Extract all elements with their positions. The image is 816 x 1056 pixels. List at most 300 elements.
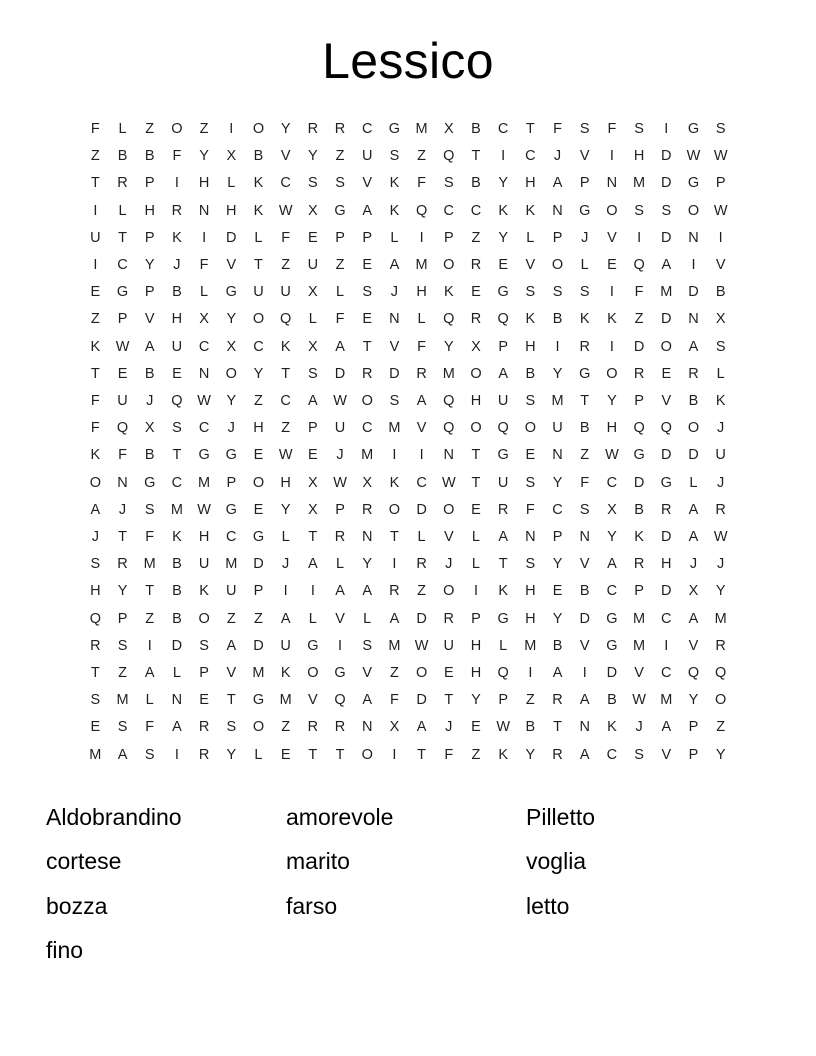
letter-cell[interactable]: V bbox=[416, 420, 427, 437]
letter-cell[interactable]: X bbox=[308, 202, 318, 219]
letter-cell[interactable]: W bbox=[278, 447, 293, 464]
letter-cell[interactable]: I bbox=[93, 202, 98, 219]
letter-cell[interactable]: P bbox=[144, 229, 155, 246]
letter-cell[interactable]: O bbox=[606, 202, 618, 219]
letter-cell[interactable]: X bbox=[308, 284, 318, 301]
letter-cell[interactable]: J bbox=[282, 556, 290, 573]
letter-cell[interactable]: L bbox=[390, 229, 399, 246]
letter-cell[interactable]: H bbox=[144, 202, 155, 219]
letter-cell[interactable]: R bbox=[552, 746, 563, 763]
letter-cell[interactable]: K bbox=[498, 202, 508, 219]
letter-cell[interactable]: A bbox=[144, 665, 155, 682]
letter-cell[interactable]: O bbox=[361, 393, 373, 410]
letter-cell[interactable]: P bbox=[498, 338, 508, 355]
letter-cell[interactable]: Z bbox=[417, 148, 427, 165]
letter-cell[interactable]: H bbox=[198, 175, 210, 192]
letter-cell[interactable]: S bbox=[634, 746, 644, 763]
letter-cell[interactable]: H bbox=[226, 202, 237, 219]
letter-cell[interactable]: F bbox=[417, 338, 427, 355]
letter-cell[interactable]: D bbox=[661, 447, 672, 464]
letter-cell[interactable]: M bbox=[660, 284, 673, 301]
letter-cell[interactable]: D bbox=[688, 447, 699, 464]
letter-cell[interactable]: D bbox=[633, 338, 645, 355]
letter-cell[interactable]: H bbox=[525, 338, 536, 355]
letter-cell[interactable]: N bbox=[361, 529, 373, 546]
letter-cell[interactable]: T bbox=[444, 692, 454, 709]
letter-cell[interactable]: A bbox=[389, 257, 400, 274]
letter-cell[interactable]: V bbox=[389, 338, 400, 355]
letter-cell[interactable]: W bbox=[333, 393, 347, 410]
letter-cell[interactable]: R bbox=[579, 338, 590, 355]
letter-cell[interactable]: G bbox=[497, 447, 509, 464]
letter-cell[interactable]: Y bbox=[443, 338, 454, 355]
letter-cell[interactable]: T bbox=[90, 665, 100, 682]
letter-cell[interactable]: S bbox=[525, 556, 536, 573]
letter-cell[interactable]: N bbox=[198, 365, 210, 382]
letter-cell[interactable]: S bbox=[362, 637, 373, 654]
letter-cell[interactable]: L bbox=[335, 284, 345, 301]
letter-cell[interactable]: M bbox=[252, 665, 265, 682]
letter-cell[interactable]: S bbox=[172, 420, 182, 437]
letter-cell[interactable]: T bbox=[362, 338, 372, 355]
letter-cell[interactable]: C bbox=[525, 148, 536, 165]
letter-cell[interactable]: N bbox=[552, 447, 563, 464]
letter-cell[interactable]: X bbox=[199, 311, 209, 328]
letter-cell[interactable]: B bbox=[144, 365, 155, 382]
letter-cell[interactable]: L bbox=[254, 746, 263, 763]
letter-cell[interactable]: B bbox=[579, 420, 590, 437]
letter-cell[interactable]: H bbox=[280, 474, 291, 491]
letter-cell[interactable]: L bbox=[471, 556, 480, 573]
letter-cell[interactable]: Z bbox=[281, 719, 291, 736]
letter-cell[interactable]: C bbox=[661, 610, 672, 627]
letter-cell[interactable]: P bbox=[498, 692, 508, 709]
letter-cell[interactable]: S bbox=[634, 202, 644, 219]
letter-cell[interactable]: Q bbox=[660, 420, 672, 437]
letter-cell[interactable]: M bbox=[551, 393, 564, 410]
letter-cell[interactable]: Z bbox=[281, 257, 291, 274]
letter-cell[interactable]: N bbox=[361, 719, 373, 736]
letter-cell[interactable]: X bbox=[443, 121, 454, 137]
letter-cell[interactable]: Z bbox=[580, 447, 590, 464]
letter-cell[interactable]: I bbox=[174, 175, 179, 192]
letter-cell[interactable]: C bbox=[606, 746, 618, 763]
letter-cell[interactable]: W bbox=[632, 692, 646, 709]
letter-cell[interactable]: R bbox=[307, 719, 319, 736]
letter-cell[interactable]: X bbox=[389, 719, 400, 736]
letter-cell[interactable]: E bbox=[117, 365, 128, 382]
letter-cell[interactable]: D bbox=[633, 474, 645, 491]
letter-cell[interactable]: O bbox=[660, 338, 672, 355]
letter-cell[interactable]: G bbox=[307, 637, 319, 654]
letter-cell[interactable]: R bbox=[633, 556, 645, 573]
letter-cell[interactable]: N bbox=[117, 474, 128, 491]
word-list-item[interactable]: marito bbox=[286, 848, 350, 875]
letter-cell[interactable]: V bbox=[226, 665, 237, 682]
letter-cell[interactable]: S bbox=[362, 284, 373, 301]
letter-cell[interactable]: H bbox=[661, 556, 672, 573]
letter-cell[interactable]: Y bbox=[226, 393, 237, 410]
letter-cell[interactable]: J bbox=[717, 556, 725, 573]
letter-cell[interactable]: C bbox=[280, 393, 291, 410]
letter-cell[interactable]: G bbox=[334, 665, 346, 682]
letter-cell[interactable]: G bbox=[144, 474, 156, 491]
letter-cell[interactable]: O bbox=[470, 365, 482, 382]
letter-cell[interactable]: N bbox=[606, 175, 618, 192]
letter-cell[interactable]: E bbox=[172, 365, 182, 382]
letter-cell[interactable]: S bbox=[144, 746, 155, 763]
letter-cell[interactable]: S bbox=[90, 556, 101, 573]
letter-cell[interactable]: O bbox=[551, 257, 564, 274]
letter-cell[interactable]: G bbox=[606, 637, 618, 654]
letter-cell[interactable]: L bbox=[200, 284, 209, 301]
letter-cell[interactable]: F bbox=[580, 474, 590, 491]
letter-cell[interactable]: Z bbox=[254, 610, 263, 627]
letter-cell[interactable]: G bbox=[334, 202, 346, 219]
letter-cell[interactable]: J bbox=[146, 393, 154, 410]
letter-cell[interactable]: O bbox=[415, 665, 428, 682]
letter-cell[interactable]: S bbox=[525, 284, 536, 301]
letter-cell[interactable]: Q bbox=[443, 148, 455, 165]
letter-cell[interactable]: A bbox=[226, 637, 237, 654]
letter-cell[interactable]: D bbox=[389, 365, 400, 382]
letter-cell[interactable]: G bbox=[252, 692, 265, 709]
letter-cell[interactable]: G bbox=[633, 447, 645, 464]
letter-cell[interactable]: T bbox=[281, 365, 291, 382]
letter-cell[interactable]: W bbox=[115, 338, 130, 355]
letter-cell[interactable]: L bbox=[145, 692, 154, 709]
letter-cell[interactable]: X bbox=[144, 420, 155, 437]
letter-cell[interactable]: R bbox=[334, 121, 346, 137]
letter-cell[interactable]: G bbox=[116, 284, 129, 301]
letter-cell[interactable]: Z bbox=[90, 148, 100, 165]
letter-cell[interactable]: H bbox=[253, 420, 264, 437]
letter-cell[interactable]: B bbox=[172, 610, 182, 627]
letter-cell[interactable]: Y bbox=[498, 229, 508, 246]
letter-cell[interactable]: G bbox=[606, 610, 618, 627]
letter-cell[interactable]: F bbox=[417, 175, 427, 192]
letter-cell[interactable]: E bbox=[471, 719, 481, 736]
letter-cell[interactable]: M bbox=[388, 420, 401, 437]
letter-cell[interactable]: T bbox=[90, 365, 100, 382]
letter-cell[interactable]: S bbox=[226, 719, 237, 736]
letter-cell[interactable]: G bbox=[225, 501, 237, 518]
letter-cell[interactable]: A bbox=[362, 202, 373, 219]
letter-cell[interactable]: R bbox=[334, 529, 346, 546]
letter-cell[interactable]: T bbox=[471, 474, 481, 491]
letter-cell[interactable]: Y bbox=[308, 148, 318, 165]
letter-cell[interactable]: O bbox=[252, 719, 265, 736]
letter-cell[interactable]: A bbox=[416, 719, 427, 736]
letter-cell[interactable]: H bbox=[90, 583, 101, 600]
letter-cell[interactable]: D bbox=[416, 501, 427, 518]
letter-cell[interactable]: Z bbox=[281, 420, 291, 437]
letter-cell[interactable]: R bbox=[552, 692, 563, 709]
letter-cell[interactable]: R bbox=[361, 365, 373, 382]
letter-cell[interactable]: Y bbox=[552, 610, 563, 627]
letter-cell[interactable]: I bbox=[93, 257, 98, 274]
letter-cell[interactable]: E bbox=[90, 284, 101, 301]
letter-cell[interactable]: N bbox=[552, 202, 563, 219]
letter-cell[interactable]: F bbox=[90, 393, 100, 410]
letter-cell[interactable]: J bbox=[581, 229, 589, 246]
letter-cell[interactable]: R bbox=[688, 365, 699, 382]
letter-cell[interactable]: V bbox=[661, 746, 672, 763]
letter-cell[interactable]: F bbox=[90, 121, 100, 137]
letter-cell[interactable]: E bbox=[471, 501, 481, 518]
letter-cell[interactable]: B bbox=[579, 583, 590, 600]
letter-cell[interactable]: I bbox=[637, 229, 642, 246]
letter-cell[interactable]: Q bbox=[280, 311, 292, 328]
letter-cell[interactable]: F bbox=[90, 420, 100, 437]
letter-cell[interactable]: M bbox=[143, 556, 156, 573]
letter-cell[interactable]: Q bbox=[443, 393, 455, 410]
letter-cell[interactable]: I bbox=[501, 148, 506, 165]
letter-cell[interactable]: P bbox=[362, 229, 373, 246]
letter-cell[interactable]: I bbox=[528, 665, 533, 682]
word-list-item[interactable]: Pilletto bbox=[526, 803, 596, 830]
letter-cell[interactable]: E bbox=[362, 311, 373, 328]
letter-cell[interactable]: Z bbox=[471, 229, 481, 246]
letter-cell[interactable]: Y bbox=[498, 175, 508, 192]
letter-cell[interactable]: D bbox=[253, 556, 264, 573]
letter-cell[interactable]: Y bbox=[552, 474, 563, 491]
letter-cell[interactable]: Y bbox=[144, 257, 155, 274]
letter-cell[interactable]: S bbox=[579, 284, 590, 301]
letter-cell[interactable]: D bbox=[416, 692, 427, 709]
letter-cell[interactable]: L bbox=[118, 121, 127, 137]
letter-cell[interactable]: H bbox=[470, 665, 482, 682]
letter-cell[interactable]: Z bbox=[716, 719, 726, 736]
letter-cell[interactable]: J bbox=[689, 556, 698, 573]
letter-cell[interactable]: L bbox=[471, 529, 480, 546]
letter-cell[interactable]: H bbox=[525, 583, 536, 600]
letter-cell[interactable]: A bbox=[335, 338, 345, 355]
letter-cell[interactable]: B bbox=[552, 637, 563, 654]
letter-cell[interactable]: S bbox=[308, 365, 318, 382]
letter-cell[interactable]: T bbox=[389, 529, 399, 546]
letter-cell[interactable]: H bbox=[416, 284, 427, 301]
letter-cell[interactable]: F bbox=[172, 148, 182, 165]
letter-cell[interactable]: O bbox=[606, 365, 618, 382]
letter-cell[interactable]: K bbox=[634, 529, 644, 546]
letter-cell[interactable]: P bbox=[688, 719, 699, 736]
letter-cell[interactable]: E bbox=[443, 665, 454, 682]
letter-cell[interactable]: L bbox=[689, 474, 698, 491]
letter-cell[interactable]: H bbox=[470, 637, 482, 654]
letter-cell[interactable]: B bbox=[144, 148, 155, 165]
letter-cell[interactable]: V bbox=[144, 311, 155, 328]
letter-cell[interactable]: N bbox=[579, 719, 590, 736]
letter-cell[interactable]: E bbox=[607, 257, 617, 274]
letter-cell[interactable]: M bbox=[714, 610, 727, 627]
letter-cell[interactable]: F bbox=[444, 746, 454, 763]
letter-cell[interactable]: J bbox=[445, 556, 453, 573]
letter-cell[interactable]: V bbox=[688, 637, 699, 654]
letter-cell[interactable]: R bbox=[715, 501, 726, 518]
letter-cell[interactable]: I bbox=[419, 447, 424, 464]
letter-cell[interactable]: F bbox=[525, 501, 535, 518]
letter-cell[interactable]: T bbox=[335, 746, 345, 763]
letter-cell[interactable]: Q bbox=[497, 665, 509, 682]
letter-cell[interactable]: Z bbox=[199, 121, 209, 137]
letter-cell[interactable]: Z bbox=[417, 583, 427, 600]
letter-cell[interactable]: Z bbox=[335, 257, 345, 274]
letter-cell[interactable]: R bbox=[198, 746, 210, 763]
letter-cell[interactable]: W bbox=[713, 148, 728, 165]
word-list-item[interactable]: farso bbox=[286, 892, 338, 919]
letter-cell[interactable]: F bbox=[281, 229, 291, 246]
letter-cell[interactable]: I bbox=[310, 583, 315, 600]
letter-cell[interactable]: G bbox=[225, 284, 237, 301]
letter-cell[interactable]: D bbox=[606, 665, 618, 682]
letter-cell[interactable]: Y bbox=[715, 583, 726, 600]
letter-cell[interactable]: S bbox=[715, 338, 726, 355]
letter-cell[interactable]: R bbox=[470, 257, 482, 274]
letter-cell[interactable]: H bbox=[171, 311, 183, 328]
letter-cell[interactable]: V bbox=[362, 665, 373, 682]
letter-cell[interactable]: O bbox=[171, 121, 183, 137]
letter-cell[interactable]: Q bbox=[334, 692, 346, 709]
letter-cell[interactable]: V bbox=[607, 229, 617, 246]
letter-cell[interactable]: P bbox=[335, 501, 345, 518]
letter-cell[interactable]: A bbox=[688, 610, 699, 627]
letter-cell[interactable]: J bbox=[717, 420, 725, 437]
letter-cell[interactable]: A bbox=[389, 610, 400, 627]
letter-cell[interactable]: H bbox=[198, 529, 210, 546]
letter-cell[interactable]: Q bbox=[687, 665, 700, 682]
letter-cell[interactable]: S bbox=[117, 637, 128, 654]
letter-cell[interactable]: X bbox=[471, 338, 481, 355]
letter-cell[interactable]: K bbox=[90, 338, 101, 355]
letter-cell[interactable]: A bbox=[335, 583, 345, 600]
letter-cell[interactable]: B bbox=[715, 284, 726, 301]
letter-cell[interactable]: T bbox=[498, 556, 508, 573]
letter-cell[interactable]: N bbox=[389, 311, 400, 328]
letter-cell[interactable]: C bbox=[606, 474, 618, 491]
letter-cell[interactable]: I bbox=[664, 121, 669, 137]
letter-cell[interactable]: M bbox=[89, 746, 102, 763]
letter-cell[interactable]: Z bbox=[471, 746, 481, 763]
letter-cell[interactable]: P bbox=[579, 175, 590, 192]
letter-cell[interactable]: A bbox=[280, 610, 291, 627]
letter-cell[interactable]: B bbox=[253, 148, 264, 165]
letter-cell[interactable]: R bbox=[416, 365, 427, 382]
letter-cell[interactable]: R bbox=[117, 556, 128, 573]
letter-cell[interactable]: Z bbox=[145, 610, 155, 627]
letter-cell[interactable]: C bbox=[497, 121, 509, 137]
letter-cell[interactable]: S bbox=[634, 121, 644, 137]
letter-cell[interactable]: V bbox=[308, 692, 318, 709]
letter-cell[interactable]: D bbox=[661, 175, 672, 192]
letter-cell[interactable]: X bbox=[226, 148, 237, 165]
letter-cell[interactable]: F bbox=[335, 311, 345, 328]
letter-cell[interactable]: J bbox=[635, 719, 643, 736]
letter-cell[interactable]: R bbox=[334, 719, 346, 736]
letter-cell[interactable]: A bbox=[90, 501, 101, 518]
letter-cell[interactable]: C bbox=[416, 474, 427, 491]
letter-cell[interactable]: G bbox=[388, 121, 401, 137]
letter-cell[interactable]: W bbox=[278, 202, 293, 219]
letter-cell[interactable]: I bbox=[174, 746, 179, 763]
letter-grid[interactable] bbox=[82, 116, 735, 769]
letter-cell[interactable]: L bbox=[281, 529, 290, 546]
letter-cell[interactable]: U bbox=[497, 474, 509, 491]
letter-cell[interactable]: R bbox=[443, 610, 455, 627]
letter-cell[interactable]: I bbox=[147, 637, 152, 654]
letter-cell[interactable]: Q bbox=[497, 420, 509, 437]
letter-cell[interactable]: F bbox=[389, 692, 399, 709]
letter-cell[interactable]: X bbox=[308, 338, 318, 355]
letter-cell[interactable]: K bbox=[525, 311, 536, 328]
letter-cell[interactable]: L bbox=[308, 610, 317, 627]
letter-cell[interactable]: P bbox=[226, 474, 237, 491]
letter-cell[interactable]: Z bbox=[335, 148, 345, 165]
letter-cell[interactable]: V bbox=[226, 257, 237, 274]
letter-cell[interactable]: Y bbox=[607, 393, 617, 410]
letter-cell[interactable]: O bbox=[524, 420, 536, 437]
letter-cell[interactable]: G bbox=[198, 447, 210, 464]
letter-cell[interactable]: K bbox=[579, 311, 590, 328]
letter-cell[interactable]: D bbox=[688, 284, 699, 301]
letter-cell[interactable]: T bbox=[417, 746, 427, 763]
letter-cell[interactable]: S bbox=[552, 284, 563, 301]
letter-cell[interactable]: D bbox=[661, 229, 672, 246]
letter-cell[interactable]: Y bbox=[607, 529, 617, 546]
letter-cell[interactable]: Z bbox=[254, 393, 263, 410]
letter-cell[interactable]: M bbox=[442, 365, 455, 382]
letter-cell[interactable]: B bbox=[525, 719, 536, 736]
letter-cell[interactable]: L bbox=[172, 665, 181, 682]
letter-cell[interactable]: R bbox=[389, 583, 400, 600]
letter-cell[interactable]: R bbox=[633, 365, 645, 382]
letter-cell[interactable]: L bbox=[227, 175, 236, 192]
letter-cell[interactable]: C bbox=[117, 257, 128, 274]
letter-cell[interactable]: O bbox=[443, 501, 455, 518]
letter-cell[interactable]: V bbox=[362, 175, 373, 192]
letter-cell[interactable]: S bbox=[661, 202, 672, 219]
letter-cell[interactable]: G bbox=[497, 610, 509, 627]
letter-cell[interactable]: M bbox=[279, 692, 292, 709]
letter-cell[interactable]: E bbox=[308, 229, 318, 246]
letter-cell[interactable]: E bbox=[280, 746, 291, 763]
letter-cell[interactable]: C bbox=[198, 338, 210, 355]
letter-cell[interactable]: K bbox=[389, 474, 400, 491]
letter-cell[interactable]: U bbox=[552, 420, 563, 437]
letter-cell[interactable]: M bbox=[388, 637, 401, 654]
letter-cell[interactable]: Y bbox=[552, 365, 563, 382]
word-list-item[interactable]: Aldobrandino bbox=[46, 803, 182, 830]
letter-cell[interactable]: O bbox=[225, 365, 237, 382]
letter-cell[interactable]: A bbox=[661, 257, 672, 274]
letter-cell[interactable]: B bbox=[471, 121, 481, 137]
letter-cell[interactable]: Y bbox=[226, 311, 237, 328]
letter-cell[interactable]: O bbox=[198, 610, 210, 627]
letter-cell[interactable]: T bbox=[471, 447, 481, 464]
letter-cell[interactable]: U bbox=[497, 393, 509, 410]
letter-cell[interactable]: C bbox=[171, 474, 183, 491]
letter-cell[interactable]: A bbox=[416, 393, 427, 410]
letter-cell[interactable]: N bbox=[171, 692, 183, 709]
letter-cell[interactable]: P bbox=[144, 284, 155, 301]
letter-cell[interactable]: D bbox=[661, 583, 672, 600]
letter-cell[interactable]: Q bbox=[633, 420, 645, 437]
letter-cell[interactable]: Y bbox=[552, 556, 563, 573]
letter-cell[interactable]: N bbox=[525, 529, 536, 546]
letter-cell[interactable]: R bbox=[416, 556, 427, 573]
letter-cell[interactable]: R bbox=[470, 311, 482, 328]
letter-cell[interactable]: J bbox=[717, 474, 725, 491]
